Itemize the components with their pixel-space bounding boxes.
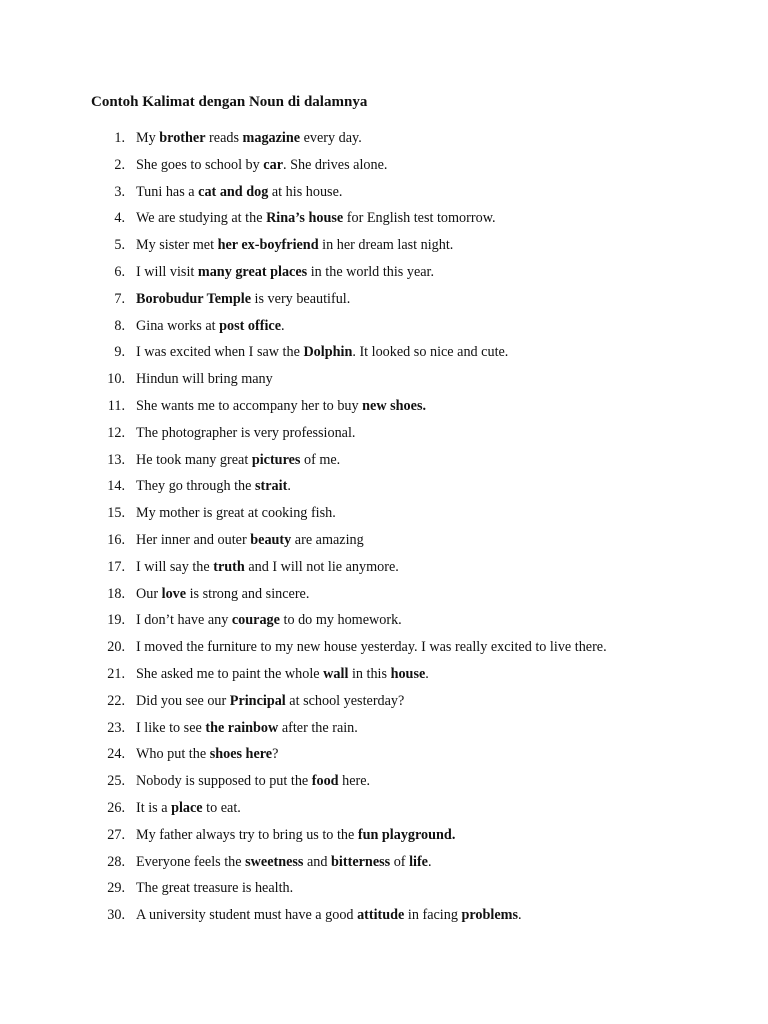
item-sentence — [136, 690, 404, 712]
sentence-fragment: My — [136, 130, 160, 146]
sentence-fragment: Who put the — [136, 746, 210, 763]
item-number: 6. — [114, 263, 125, 280]
sentence-fragment: is very beautiful. — [251, 290, 351, 307]
item-number: 23. — [107, 719, 125, 736]
noun-highlight: love — [161, 585, 187, 602]
sentence-fragment: . She drives alone. — [283, 156, 388, 173]
list-item — [0, 609, 768, 636]
sentence-fragment: Gina works at — [136, 317, 220, 334]
sentence-fragment: for English test tomorrow. — [343, 210, 496, 227]
sentence-fragment: The photographer is very professional. — [136, 424, 356, 441]
sentence-fragment: The great treasure is health. — [136, 880, 294, 897]
sentence-fragment: Nobody is supposed to put the — [136, 773, 312, 790]
item-sentence — [136, 502, 336, 524]
item-number: 25. — [107, 773, 125, 790]
document-title: Contoh Kalimat dengan Noun di dalamnya — [91, 94, 368, 110]
item-sentence — [136, 368, 273, 390]
sentence-fragment: Hindun will bring many — [136, 371, 273, 388]
item-sentence — [136, 234, 453, 256]
noun-highlight: fun playground. — [357, 826, 456, 843]
item-number: 11. — [107, 397, 125, 414]
list-item — [0, 154, 768, 181]
noun-highlight: bitterness — [331, 853, 391, 870]
item-number: 17. — [107, 558, 125, 575]
list-item — [0, 743, 768, 770]
item-number: 24. — [107, 746, 125, 763]
sentence-fragment: My sister met — [136, 237, 218, 254]
item-sentence — [136, 717, 358, 739]
noun-highlight: truth — [213, 558, 245, 575]
list-item — [0, 127, 768, 154]
sentence-fragment: . It looked so nice and cute. — [352, 344, 509, 361]
sentence-fragment: A university student must have a good — [136, 907, 358, 924]
item-sentence — [136, 824, 455, 846]
list-item — [0, 288, 768, 315]
list-item — [0, 234, 768, 261]
item-sentence — [136, 851, 432, 873]
list-item — [0, 341, 768, 368]
item-sentence — [136, 904, 522, 926]
list-item — [0, 502, 768, 529]
item-number: 7. — [114, 290, 125, 307]
noun-highlight: wall — [323, 665, 349, 682]
noun-highlight: place — [171, 799, 203, 816]
item-number: 26. — [107, 799, 125, 816]
item-sentence — [136, 663, 429, 685]
noun-highlight: house — [390, 665, 426, 682]
item-sentence — [136, 127, 362, 149]
noun-highlight: strait — [255, 478, 288, 495]
noun-highlight: magazine — [242, 130, 301, 146]
noun-highlight: her ex-boyfriend — [217, 237, 319, 254]
noun-highlight: Borobudur Temple — [136, 290, 251, 307]
sentence-fragment: My father always try to bring us to the — [136, 826, 358, 843]
item-sentence — [136, 261, 434, 283]
list-item — [0, 717, 768, 744]
item-sentence — [136, 529, 364, 551]
noun-highlight: courage — [231, 612, 280, 629]
noun-highlight: post office — [219, 317, 281, 334]
list-item — [0, 636, 768, 663]
item-sentence — [136, 475, 291, 497]
list-item — [0, 690, 768, 717]
sentence-fragment: Tuni has a — [136, 183, 199, 200]
item-sentence — [136, 877, 293, 899]
sentence-fragment: She goes to school by — [136, 156, 264, 173]
sentence-fragment: I don’t have any — [136, 612, 232, 629]
sentence-fragment: I was excited when I saw the — [136, 344, 304, 361]
item-sentence — [136, 315, 285, 337]
item-sentence — [136, 556, 399, 578]
sentence-fragment: My mother is great at cooking fish. — [136, 505, 336, 522]
sentence-fragment: . — [281, 317, 285, 334]
list-item — [0, 422, 768, 449]
list-item — [0, 475, 768, 502]
list-item — [0, 877, 768, 904]
item-sentence — [136, 636, 607, 658]
item-number: 4. — [114, 210, 125, 227]
sentence-fragment: reads — [205, 130, 243, 146]
list-item — [0, 824, 768, 851]
sentence-fragment: She asked me to paint the whole — [136, 665, 324, 682]
noun-highlight: sweetness — [245, 853, 304, 870]
item-number: 21. — [107, 665, 125, 682]
sentence-fragment: at his house. — [268, 183, 343, 200]
noun-highlight: Rina’s house — [266, 210, 344, 227]
item-sentence — [136, 181, 342, 203]
item-number: 13. — [107, 451, 125, 468]
item-sentence — [136, 743, 278, 765]
list-item — [0, 583, 768, 610]
item-sentence — [136, 395, 426, 417]
noun-highlight: beauty — [250, 531, 292, 548]
list-item — [0, 261, 768, 288]
list-item — [0, 904, 768, 931]
sentence-fragment: . — [517, 907, 522, 924]
list-item — [0, 368, 768, 395]
item-number: 2. — [114, 156, 125, 173]
noun-highlight: food — [311, 773, 339, 790]
list-item — [0, 529, 768, 556]
noun-highlight: attitude — [357, 907, 405, 924]
sentence-fragment: to eat. — [202, 799, 241, 816]
sentence-fragment: . — [427, 853, 432, 870]
item-sentence — [136, 583, 309, 605]
sentence-list — [0, 127, 768, 931]
item-sentence — [136, 609, 402, 631]
list-item — [0, 207, 768, 234]
sentence-fragment: here. — [338, 773, 371, 790]
noun-highlight: problems — [461, 907, 518, 924]
list-item — [0, 797, 768, 824]
sentence-fragment: and — [303, 853, 332, 870]
item-sentence — [136, 341, 508, 363]
noun-highlight: pictures — [251, 451, 301, 468]
noun-highlight: Dolphin — [303, 344, 353, 361]
sentence-fragment: is strong and sincere. — [186, 585, 310, 602]
item-sentence — [136, 770, 370, 792]
sentence-fragment: I will say the — [136, 558, 214, 575]
list-item — [0, 315, 768, 342]
sentence-fragment: . — [425, 665, 429, 682]
list-item — [0, 770, 768, 797]
list-item — [0, 556, 768, 583]
sentence-fragment: in the world this year. — [307, 263, 435, 280]
item-number: 29. — [107, 880, 125, 897]
item-number: 10. — [107, 371, 125, 388]
item-number: 9. — [114, 344, 125, 361]
sentence-fragment: She wants me to accompany her to buy — [136, 397, 363, 414]
list-item — [0, 851, 768, 878]
sentence-fragment: ? — [272, 746, 279, 763]
sentence-fragment: Our — [136, 585, 162, 602]
sentence-fragment: of — [390, 853, 410, 870]
sentence-fragment: in this — [348, 665, 391, 682]
item-number: 5. — [114, 237, 125, 254]
item-number: 1. — [114, 130, 125, 146]
sentence-fragment: after the rain. — [278, 719, 358, 736]
item-number: 8. — [114, 317, 125, 334]
list-item — [0, 395, 768, 422]
noun-highlight: car — [263, 156, 283, 173]
sentence-fragment: at school yesterday? — [285, 692, 405, 709]
item-number: 12. — [107, 424, 125, 441]
item-sentence — [136, 154, 387, 176]
sentence-fragment: every day. — [300, 130, 362, 146]
list-item — [0, 181, 768, 208]
noun-highlight: brother — [159, 130, 206, 146]
item-number: 30. — [107, 907, 125, 924]
item-number: 27. — [107, 826, 125, 843]
sentence-fragment: in her dream last night. — [318, 237, 454, 254]
item-number: 22. — [107, 692, 125, 709]
sentence-fragment: and I will not lie anymore. — [244, 558, 399, 575]
item-number: 14. — [107, 478, 125, 495]
sentence-fragment: . — [287, 478, 291, 495]
sentence-fragment: are amazing — [291, 531, 364, 548]
item-sentence — [136, 449, 340, 471]
item-number: 19. — [107, 612, 125, 629]
item-number: 3. — [114, 183, 125, 200]
item-number: 28. — [107, 853, 125, 870]
item-sentence — [136, 797, 241, 819]
sentence-fragment: Everyone feels the — [136, 853, 246, 870]
sentence-fragment: Did you see our — [136, 692, 230, 709]
sentence-fragment: of me. — [300, 451, 341, 468]
sentence-fragment: It is a — [136, 799, 172, 816]
list-item — [0, 663, 768, 690]
item-number: 20. — [107, 639, 125, 656]
item-sentence — [136, 207, 496, 229]
noun-highlight: new shoes. — [362, 397, 427, 414]
list-item — [0, 449, 768, 476]
noun-highlight: Principal — [229, 692, 286, 709]
sentence-fragment: I will visit — [136, 263, 198, 280]
sentence-fragment: I like to see — [136, 719, 206, 736]
sentence-fragment: Her inner and outer — [136, 531, 251, 548]
noun-highlight: cat and dog — [198, 183, 269, 200]
item-number: 15. — [107, 505, 125, 522]
item-number: 18. — [107, 585, 125, 602]
sentence-fragment: They go through the — [136, 478, 255, 495]
sentence-fragment: in facing — [404, 907, 462, 924]
item-sentence — [136, 422, 355, 444]
sentence-fragment: I moved the furniture to my new house yesterday. I was really excited to live there. — [136, 639, 607, 656]
item-sentence — [136, 288, 350, 310]
noun-highlight: shoes here — [209, 746, 273, 763]
sentence-fragment: We are studying at the — [136, 210, 267, 227]
noun-highlight: the rainbow — [205, 719, 279, 736]
noun-highlight: life — [409, 853, 428, 870]
sentence-fragment: to do my homework. — [279, 612, 402, 629]
noun-highlight: many great places — [197, 263, 308, 280]
item-number: 16. — [107, 531, 125, 548]
sentence-fragment: He took many great — [136, 451, 252, 468]
